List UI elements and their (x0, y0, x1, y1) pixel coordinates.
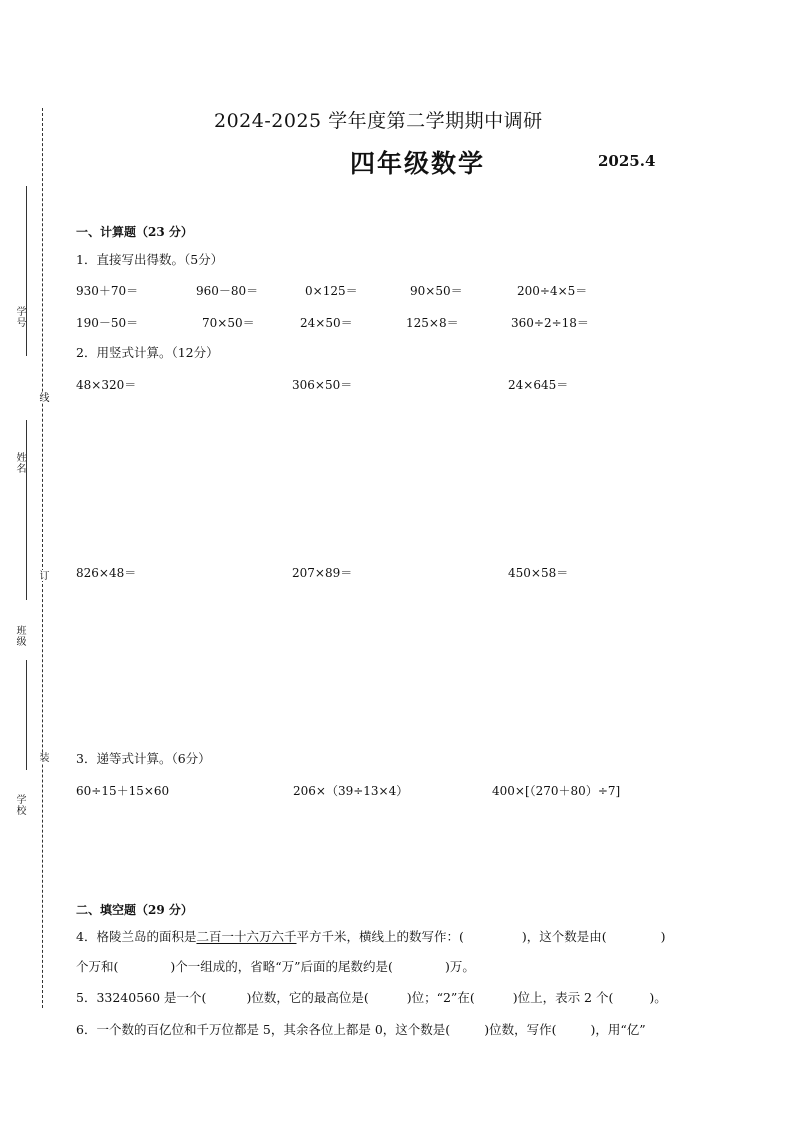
section2-heading: 二、填空题（29 分） (76, 903, 193, 917)
q5-text: )位；“2”在( (406, 990, 475, 1005)
label-name: 姓名 (14, 452, 25, 474)
q6-text: )位数，写作( (484, 1022, 557, 1037)
q4-line1 (76, 927, 666, 945)
q5-text: 5．33240560 是一个( (76, 990, 207, 1005)
q1-item: 24×50＝ (300, 316, 353, 330)
q4-text: )，这个数是由( (521, 929, 607, 944)
q6-text: 6．一个数的百亿位和千万位都是 5，其余各位上都是 0，这个数是( (76, 1022, 451, 1037)
q2-item: 450×58＝ (508, 566, 569, 580)
q6-text: )，用“亿” (590, 1022, 646, 1037)
q4-text: )个一组成的，省略“万”后面的尾数约是( (170, 959, 393, 974)
exam-date: 2025.4 (598, 152, 656, 170)
q2-label: 2．用竖式计算。（12分） (76, 345, 219, 360)
label-school: 学校 (14, 794, 25, 816)
q2-item: 24×645＝ (508, 378, 569, 392)
q3-item: 60÷15＋15×60 (76, 784, 170, 798)
binding-mark-bind: 装 (37, 752, 48, 763)
label-class: 班级 (14, 625, 25, 647)
q4-text: 4．格陵兰岛的面积是 (76, 929, 197, 944)
margin-line-student-id (26, 186, 27, 356)
q1-item: 125×8＝ (406, 316, 459, 330)
q5-text: )。 (649, 990, 667, 1005)
q3-item: 400×[（270＋80）÷7] (492, 784, 621, 798)
q4-text: )万。 (444, 959, 475, 974)
subject-title: 四年级数学 (350, 149, 486, 178)
binding-mark-line: 线 (37, 392, 48, 403)
q1-item: 930＋70＝ (76, 284, 139, 298)
q4-text: ) (660, 929, 666, 944)
q5-text: )位上，表示 2 个( (512, 990, 614, 1005)
margin-line-class (26, 660, 27, 770)
q1-item: 70×50＝ (202, 316, 255, 330)
q6-line (76, 1020, 646, 1038)
exam-title: 2024-2025 学年度第二学期期中调研 (214, 110, 543, 132)
binding-mark-staple: 订 (37, 570, 48, 581)
q5-line (76, 988, 667, 1006)
q2-item: 48×320＝ (76, 378, 137, 392)
q4-text: 个万和( (76, 959, 119, 974)
q5-text: )位数，它的最高位是( (246, 990, 369, 1005)
q1-item: 200÷4×5＝ (517, 284, 588, 298)
q1-item: 0×125＝ (305, 284, 358, 298)
q1-item: 190－50＝ (76, 316, 139, 330)
label-student-id: 学号 (14, 306, 25, 328)
q3-label: 3．递等式计算。（6分） (76, 751, 211, 766)
q2-item: 826×48＝ (76, 566, 137, 580)
q4-line2 (76, 957, 475, 975)
q1-label: 1．直接写出得数。（5分） (76, 252, 224, 267)
q1-item: 960－80＝ (196, 284, 259, 298)
margin-line-name (26, 420, 27, 600)
q2-item: 207×89＝ (292, 566, 353, 580)
q3-item: 206×（39÷13×4） (293, 784, 409, 798)
q2-item: 306×50＝ (292, 378, 353, 392)
q1-item: 360÷2÷18＝ (511, 316, 589, 330)
q1-item: 90×50＝ (410, 284, 463, 298)
q4-underlined: 二百一十六万六千 (196, 929, 297, 944)
section1-heading: 一、计算题（23 分） (76, 225, 193, 239)
binding-dashed-line (42, 108, 43, 1008)
q4-text: 平方千米，横线上的数写作：( (296, 929, 464, 944)
